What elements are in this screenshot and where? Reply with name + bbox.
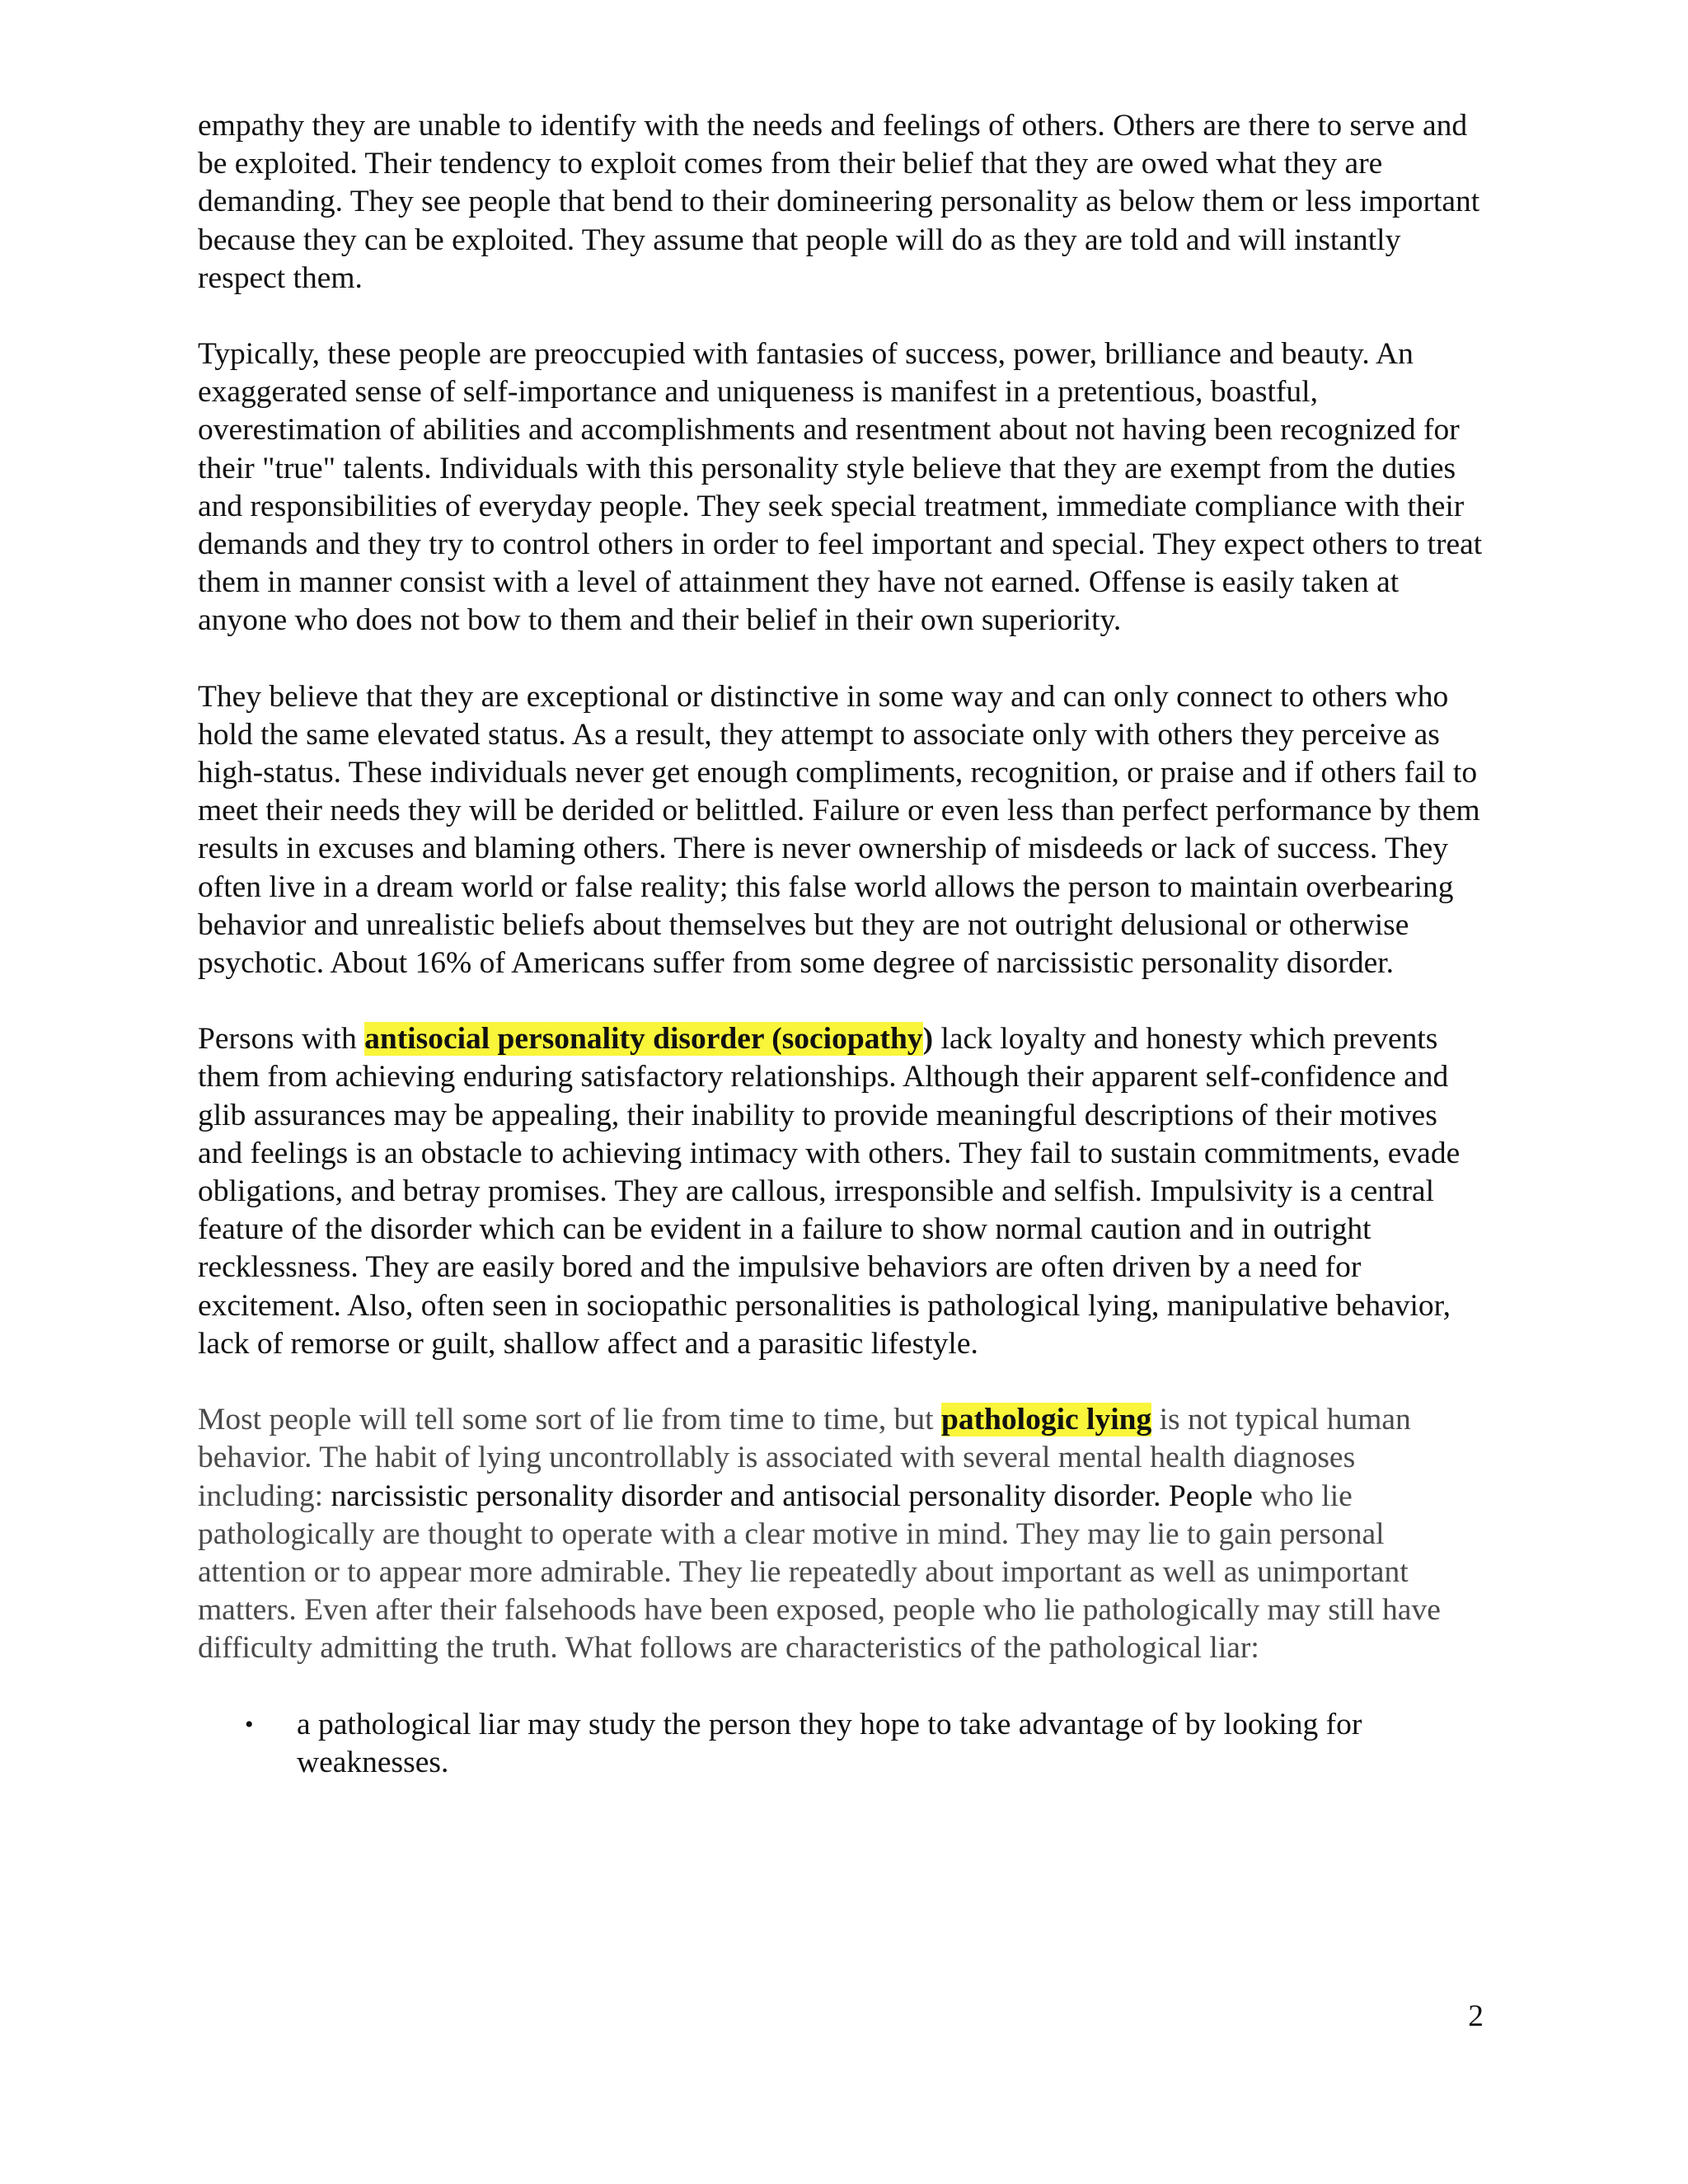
- bullet-icon: •: [245, 1710, 254, 1738]
- highlight-antisocial-personality-disorder: antisocial personality disorder (sociopathy: [364, 1022, 923, 1057]
- antisocial-body-text: lack loyalty and honesty which prevents them from achieving enduring satisfactory relationships. Although their apparent self-confidence and glib assurances may be appealing, their inability to provide meaningful descriptions of their motives and feelings is an obstacle to achieving intimacy with others. They fail to sustain commitments, evade obligations, and betray promises. They are callous, irresponsible and selfish. Impulsivity is a central feature of the disorder which can be evident in a failure to show normal caution and in outright recklessness. They are easily bored and the impulsive behaviors are often driven by a need for excitement. Also, often seen in sociopathic personalities is pathological lying, manipulative behavior, lack of remorse or guilt, shallow affect and a parasitic lifestyle.: [198, 1022, 1461, 1361]
- lying-middle-text: is not typical human behavior. The habit of lying uncontrollably is associated with several mental health diagnoses including:: [198, 1403, 1411, 1513]
- paragraph-exceptional: They believe that they are exceptional or distinctive in some way and can only connect to others who hold the same elevated status. As a result, they attempt to associate only with others they perceive as high-status. These individuals never get enough compliments, recognition, or praise and if others fail to meet their needs they will be derided or belittled. Failure or even less than perfect performance by them results in excuses and blaming others. There is never ownership of misdeeds or lack of success. They often live in a dream world or false reality; this false world allows the person to maintain overbearing behavior and unrealistic beliefs about themselves but they are not outright delusional or otherwise psychotic. About 16% of Americans suffer from some degree of narcissistic personality disorder.: [198, 679, 1480, 981]
- page-number: 2: [1468, 1999, 1484, 2033]
- paragraph-pathologic-lying: [198, 1401, 1484, 1667]
- highlight-pathologic-lying: pathologic lying: [940, 1403, 1152, 1437]
- paragraph-antisocial: [198, 1020, 1484, 1363]
- list-item: [198, 1706, 1484, 1782]
- lying-intro-text: Most people will tell some sort of lie from time to time, but: [198, 1403, 941, 1437]
- lying-diagnoses-text: narcissistic personality disorder and antisocial personality disorder. People: [331, 1479, 1253, 1513]
- list-item-text: a pathological liar may study the person they hope to take advantage of by looking for weaknesses.: [297, 1707, 1362, 1779]
- antisocial-intro-text: Persons with: [198, 1022, 365, 1057]
- document-page: [198, 107, 1484, 1782]
- characteristics-list: [198, 1706, 1484, 1782]
- paragraph-empathy: empathy they are unable to identify with the needs and feelings of others. Others are there to serve and be exploited. Their tendency to exploit comes from their belief that they are owed what they are demanding. They see people that bend to their domineering personality as below them or less important because they can be exploited. They assume that people will do as they are told and will instantly respect them.: [198, 109, 1480, 295]
- paragraph-fantasies: Typically, these people are preoccupied with fantasies of success, power, brilliance and beauty. An exaggerated sense of self-importance and uniqueness is manifest in a pretentious, boastful, overestimation of abilities and accomplishments and resentment about not having been recognized for their "true" talents. Individuals with this personality style believe that they are exempt from the duties and responsibilities of everyday people. They seek special treatment, immediate compliance with their demands and they try to control others in order to feel important and special. They expect others to treat them in manner consist with a level of attainment they have not earned. Offense is easily taken at anyone who does not bow to them and their belief in their own superiority.: [198, 337, 1483, 638]
- lying-body-text: who lie pathologically are thought to operate with a clear motive in mind. They may lie to gain personal attention or to appear more admirable. They lie repeatedly about important as well as unimportant matters. Even after their falsehoods have been exposed, people who lie pathologically may still have difficulty admitting the truth. What follows are characteristics of the pathological liar:: [198, 1479, 1441, 1666]
- antisocial-close-paren: ): [922, 1022, 934, 1057]
